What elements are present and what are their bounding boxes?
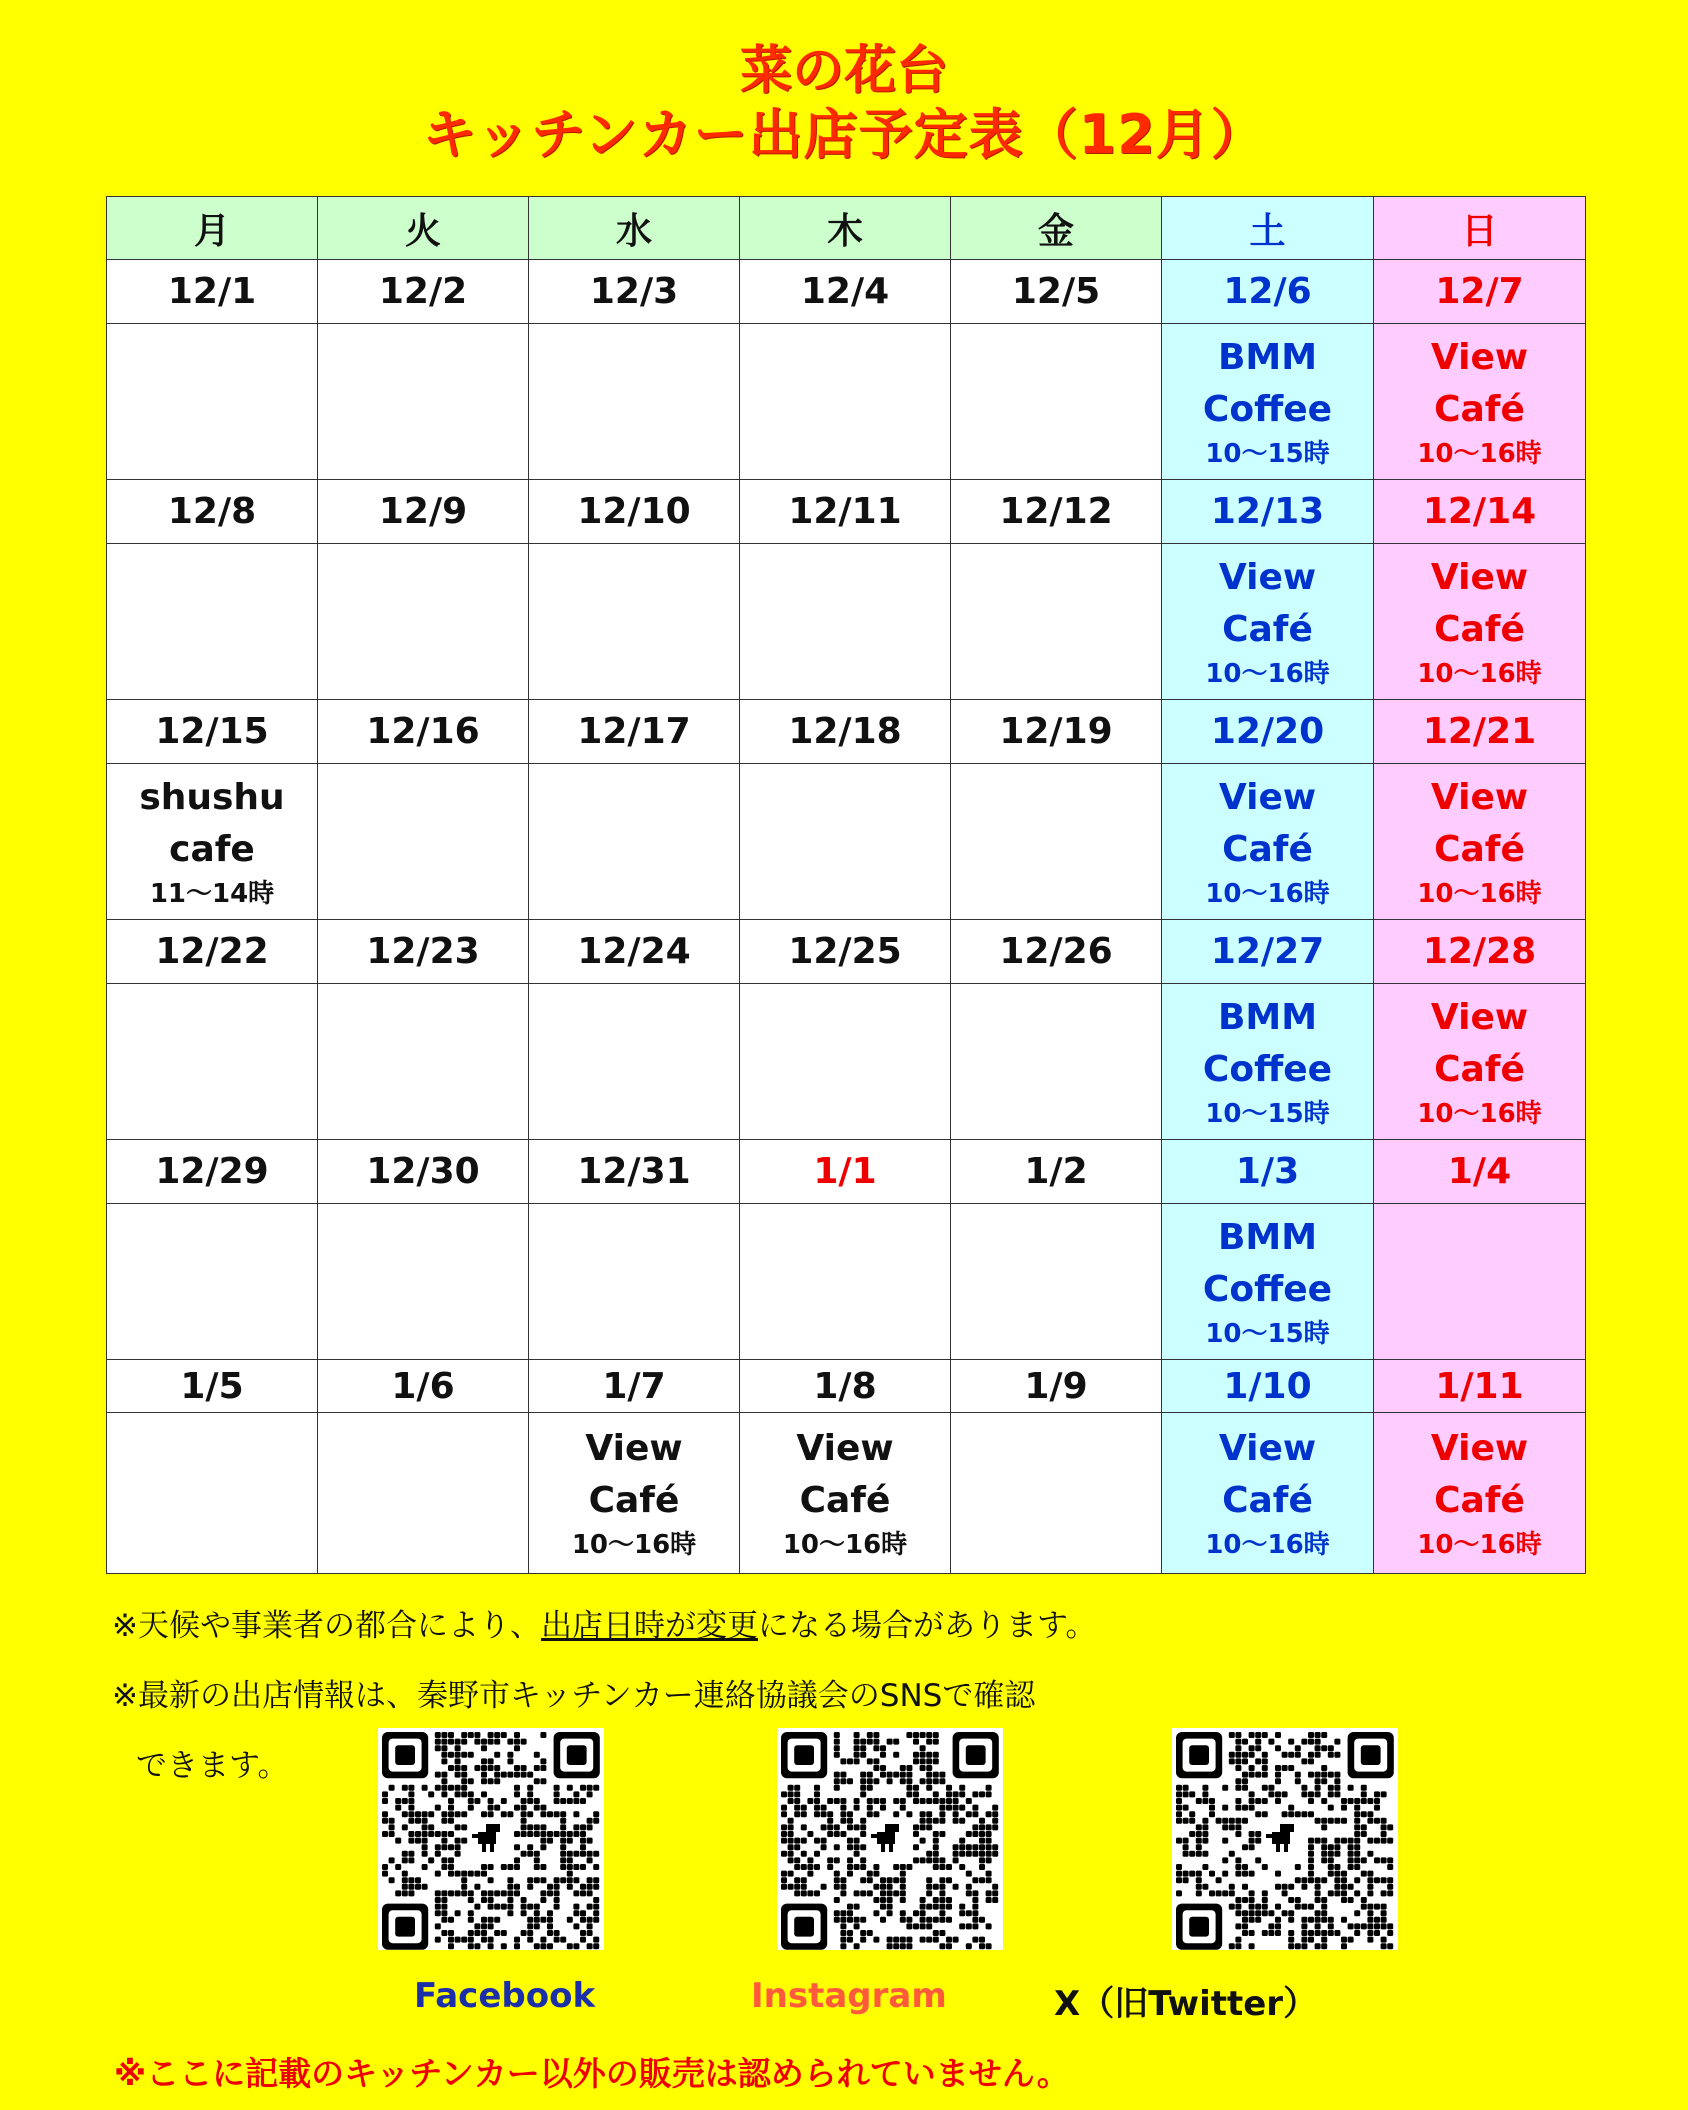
event-cell	[951, 544, 1162, 700]
vendor-name: View	[1430, 776, 1529, 818]
event-cell	[529, 1413, 740, 1574]
date-cell: 12/7	[1374, 260, 1586, 324]
weekday-header-tue: 火	[318, 197, 529, 260]
date-cell: 12/10	[529, 480, 740, 544]
date-cell: 12/11	[740, 480, 951, 544]
vendor-name: Coffee	[1202, 1048, 1333, 1090]
vendor-name: Café	[588, 1480, 680, 1521]
instagram-qr-code[interactable]	[777, 1728, 1003, 1950]
date-row	[107, 920, 1586, 984]
date-row	[107, 480, 1586, 544]
vendor-name: Café	[1434, 608, 1525, 650]
event-cell	[529, 544, 740, 700]
event-cell	[1374, 1204, 1586, 1360]
vendor-name: View	[1218, 1428, 1317, 1469]
date-cell: 1/5	[107, 1360, 318, 1413]
vendor-hours: 10～16時	[1417, 658, 1542, 689]
vendor-hours: 10～16時	[1417, 878, 1542, 909]
vendor-hours: 10～15時	[1205, 438, 1330, 469]
vendor-hours: 10～16時	[782, 1530, 908, 1560]
note-line1-underline: 出店日時が変更	[540, 1608, 758, 1644]
date-cell: 1/4	[1374, 1140, 1586, 1204]
date-cell: 12/19	[951, 700, 1162, 764]
event-row	[107, 984, 1586, 1140]
date-cell: 12/21	[1374, 700, 1586, 764]
date-cell: 12/20	[1162, 700, 1374, 764]
weekday-header-sat: 土	[1162, 197, 1374, 260]
date-cell: 12/26	[951, 920, 1162, 984]
date-cell: 12/2	[318, 260, 529, 324]
event-row	[107, 544, 1586, 700]
event-cell	[318, 984, 529, 1140]
vendor-name: shushu	[139, 776, 285, 818]
date-cell: 12/15	[107, 700, 318, 764]
facebook-qr-code[interactable]	[378, 1728, 604, 1950]
event-cell	[951, 984, 1162, 1140]
date-cell: 1/11	[1374, 1360, 1586, 1413]
event-cell	[318, 764, 529, 920]
date-cell: 12/1	[107, 260, 318, 324]
event-cell	[318, 544, 529, 700]
vendor-name: View	[1218, 556, 1317, 598]
date-cell: 1/6	[318, 1360, 529, 1413]
date-row	[107, 1360, 1586, 1413]
event-cell	[1374, 764, 1586, 920]
date-cell: 12/17	[529, 700, 740, 764]
event-row	[107, 1204, 1586, 1360]
event-cell	[529, 984, 740, 1140]
event-cell	[318, 1413, 529, 1574]
date-cell: 12/25	[740, 920, 951, 984]
vendor-hours: 11～14時	[149, 878, 275, 909]
event-cell	[318, 1204, 529, 1360]
event-cell	[107, 1413, 318, 1574]
event-cell	[951, 1204, 1162, 1360]
vendor-name: cafe	[169, 828, 255, 870]
event-cell	[529, 324, 740, 480]
vendor-name: View	[585, 1428, 683, 1469]
vendor-name: Café	[1222, 1480, 1313, 1521]
date-cell: 12/23	[318, 920, 529, 984]
event-cell	[529, 1204, 740, 1360]
note-line1-post: になる場合があります。	[757, 1608, 1097, 1644]
page-title-line2: キッチンカー出店予定表（12月）	[422, 103, 1266, 166]
date-cell: 12/29	[107, 1140, 318, 1204]
date-row	[107, 700, 1586, 764]
event-cell	[1162, 764, 1374, 920]
weekday-header-sun: 日	[1374, 197, 1586, 260]
event-cell	[107, 984, 318, 1140]
schedule-table	[106, 196, 1586, 1574]
note-sns-info-cont: できます。	[136, 1748, 289, 1784]
event-row	[107, 764, 1586, 920]
note-schedule-change	[112, 1600, 1097, 1645]
event-cell	[1162, 324, 1374, 480]
date-cell: 1/8	[740, 1360, 951, 1413]
vendor-name: BMM	[1217, 1216, 1318, 1258]
x-link[interactable]: X（旧Twitter）	[1054, 1984, 1318, 2024]
date-cell: 12/13	[1162, 480, 1374, 544]
event-cell	[951, 764, 1162, 920]
date-cell: 12/31	[529, 1140, 740, 1204]
weekday-header-row	[107, 197, 1586, 260]
event-cell	[740, 764, 951, 920]
sales-warning: ※ここに記載のキッチンカー以外の販売は認められていません。	[114, 2054, 1070, 2093]
event-cell	[951, 324, 1162, 480]
date-cell: 1/9	[951, 1360, 1162, 1413]
vendor-name: View	[1430, 336, 1529, 378]
date-row	[107, 1140, 1586, 1204]
vendor-name: BMM	[1217, 996, 1318, 1038]
vendor-name: Café	[1434, 828, 1525, 870]
vendor-name: Café	[799, 1480, 891, 1521]
vendor-name: Café	[1434, 1480, 1525, 1521]
date-cell: 12/5	[951, 260, 1162, 324]
x-qr-code[interactable]	[1172, 1728, 1398, 1950]
weekday-header-wed: 水	[529, 197, 740, 260]
event-cell	[107, 764, 318, 920]
vendor-hours: 10～15時	[1205, 1098, 1330, 1129]
date-row	[107, 260, 1586, 324]
date-cell: 1/1	[740, 1140, 951, 1204]
vendor-hours: 10～16時	[1417, 1530, 1542, 1560]
weekday-header-fri: 金	[951, 197, 1162, 260]
vendor-name: View	[1218, 776, 1317, 818]
vendor-hours: 10～16時	[1417, 1098, 1542, 1129]
date-cell: 12/27	[1162, 920, 1374, 984]
event-cell	[740, 984, 951, 1140]
date-cell: 12/9	[318, 480, 529, 544]
event-cell	[1374, 984, 1586, 1140]
note-line1-pre: ※天候や事業者の都合により、	[112, 1608, 541, 1644]
date-cell: 1/3	[1162, 1140, 1374, 1204]
event-cell	[318, 324, 529, 480]
event-cell	[740, 324, 951, 480]
page-title-line1: 菜の花台	[739, 41, 948, 101]
vendor-name: Coffee	[1202, 1268, 1333, 1310]
date-cell: 12/16	[318, 700, 529, 764]
event-cell	[107, 544, 318, 700]
weekday-header-thu: 木	[740, 197, 951, 260]
vendor-hours: 10～16時	[1205, 878, 1330, 909]
vendor-name: Café	[1434, 1048, 1525, 1090]
vendor-name: Coffee	[1202, 388, 1333, 430]
event-cell	[1374, 324, 1586, 480]
date-cell: 12/4	[740, 260, 951, 324]
date-cell: 12/8	[107, 480, 318, 544]
date-cell: 12/6	[1162, 260, 1374, 324]
event-row	[107, 1413, 1586, 1574]
vendor-hours: 10～16時	[571, 1530, 697, 1560]
event-cell	[1162, 1413, 1374, 1574]
vendor-name: Café	[1222, 608, 1313, 650]
event-cell	[1162, 1204, 1374, 1360]
date-cell: 12/14	[1374, 480, 1586, 544]
date-cell: 1/2	[951, 1140, 1162, 1204]
event-row	[107, 324, 1586, 480]
instagram-link[interactable]: Instagram	[751, 1976, 947, 2016]
vendor-name: BMM	[1217, 336, 1318, 378]
vendor-name: Café	[1434, 388, 1525, 430]
date-cell: 12/18	[740, 700, 951, 764]
date-cell: 12/24	[529, 920, 740, 984]
vendor-name: View	[1430, 996, 1529, 1038]
event-cell	[740, 1204, 951, 1360]
event-cell	[1374, 544, 1586, 700]
vendor-name: Café	[1222, 828, 1313, 870]
vendor-hours: 10～16時	[1417, 438, 1542, 469]
date-cell: 1/10	[1162, 1360, 1374, 1413]
event-cell	[951, 1413, 1162, 1574]
weekday-header-mon: 月	[107, 197, 318, 260]
vendor-hours: 10～16時	[1205, 658, 1330, 689]
event-cell	[740, 1413, 951, 1574]
vendor-hours: 10～15時	[1205, 1318, 1330, 1349]
event-cell	[107, 1204, 318, 1360]
vendor-name: View	[1430, 556, 1529, 598]
date-cell: 12/3	[529, 260, 740, 324]
vendor-hours: 10～16時	[1205, 1530, 1330, 1560]
vendor-name: View	[1430, 1428, 1529, 1469]
event-cell	[740, 544, 951, 700]
date-cell: 12/28	[1374, 920, 1586, 984]
date-cell: 12/12	[951, 480, 1162, 544]
facebook-link[interactable]: Facebook	[414, 1976, 596, 2016]
event-cell	[529, 764, 740, 920]
event-cell	[1162, 984, 1374, 1140]
date-cell: 12/22	[107, 920, 318, 984]
event-cell	[107, 324, 318, 480]
event-cell	[1162, 544, 1374, 700]
date-cell: 1/7	[529, 1360, 740, 1413]
date-cell: 12/30	[318, 1140, 529, 1204]
event-cell	[1374, 1413, 1586, 1574]
note-sns-info: ※最新の出店情報は、秦野市キッチンカー連絡協議会のSNSで確認	[112, 1678, 1036, 1714]
vendor-name: View	[796, 1428, 894, 1469]
